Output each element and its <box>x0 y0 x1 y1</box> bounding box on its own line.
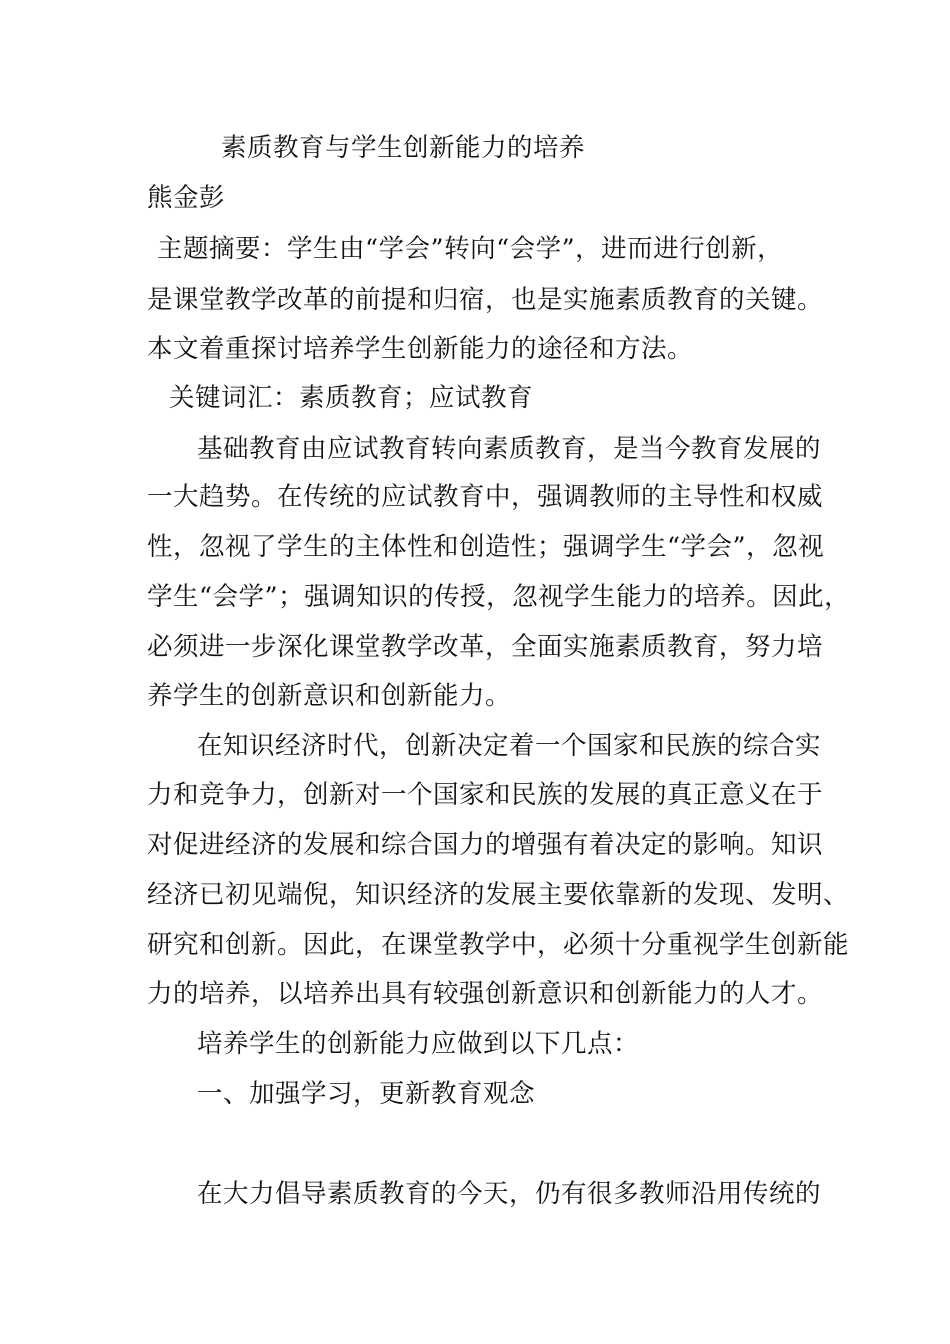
paragraph-line: 一大趋势。在传统的应试教育中，强调教师的主导性和权威 <box>147 482 824 512</box>
abstract-line: 本文着重探讨培养学生创新能力的途径和方法。 <box>147 334 694 364</box>
paragraph-line: 研究和创新。因此，在课堂教学中，必须十分重视学生创新能 <box>147 930 850 960</box>
author-name: 熊金彭 <box>147 183 226 213</box>
abstract-line: 是课堂教学改革的前提和归宿，也是实施素质教育的关键。 <box>147 285 824 315</box>
section-heading: 一、加强学习，更新教育观念 <box>197 1079 536 1109</box>
paragraph-line: 性，忽视了学生的主体性和创造性；强调学生“学会”，忽视 <box>147 532 825 562</box>
abstract-line: 主题摘要：学生由“学会”转向“会学”，进而进行创新， <box>157 234 784 264</box>
paragraph-line: 在大力倡导素质教育的今天，仍有很多教师沿用传统的 <box>197 1179 822 1209</box>
paragraph-line: 养学生的创新意识和创新能力。 <box>147 681 512 711</box>
keywords: 关键词汇：素质教育；应试教育 <box>169 383 534 413</box>
paragraph-line: 学生“会学”；强调知识的传授，忽视学生能力的培养。因此， <box>147 582 851 612</box>
paragraph-line: 必须进一步深化课堂教学改革，全面实施素质教育，努力培 <box>147 632 824 662</box>
paragraph-line: 经济已初见端倪，知识经济的发展主要依靠新的发现、发明、 <box>147 880 850 910</box>
paragraph-line: 在知识经济时代，创新决定着一个国家和民族的综合实 <box>197 731 822 761</box>
paragraph-line: 力和竞争力，创新对一个国家和民族的发展的真正意义在于 <box>147 780 824 810</box>
paragraph-line: 对促进经济的发展和综合国力的增强有着决定的影响。知识 <box>147 830 824 860</box>
paragraph-line: 基础教育由应试教育转向素质教育，是当今教育发展的 <box>197 434 822 464</box>
document-title: 素质教育与学生创新能力的培养 <box>221 133 586 163</box>
paragraph-line: 力的培养，以培养出具有较强创新意识和创新能力的人才。 <box>147 979 824 1009</box>
paragraph-line: 培养学生的创新能力应做到以下几点： <box>197 1029 640 1059</box>
